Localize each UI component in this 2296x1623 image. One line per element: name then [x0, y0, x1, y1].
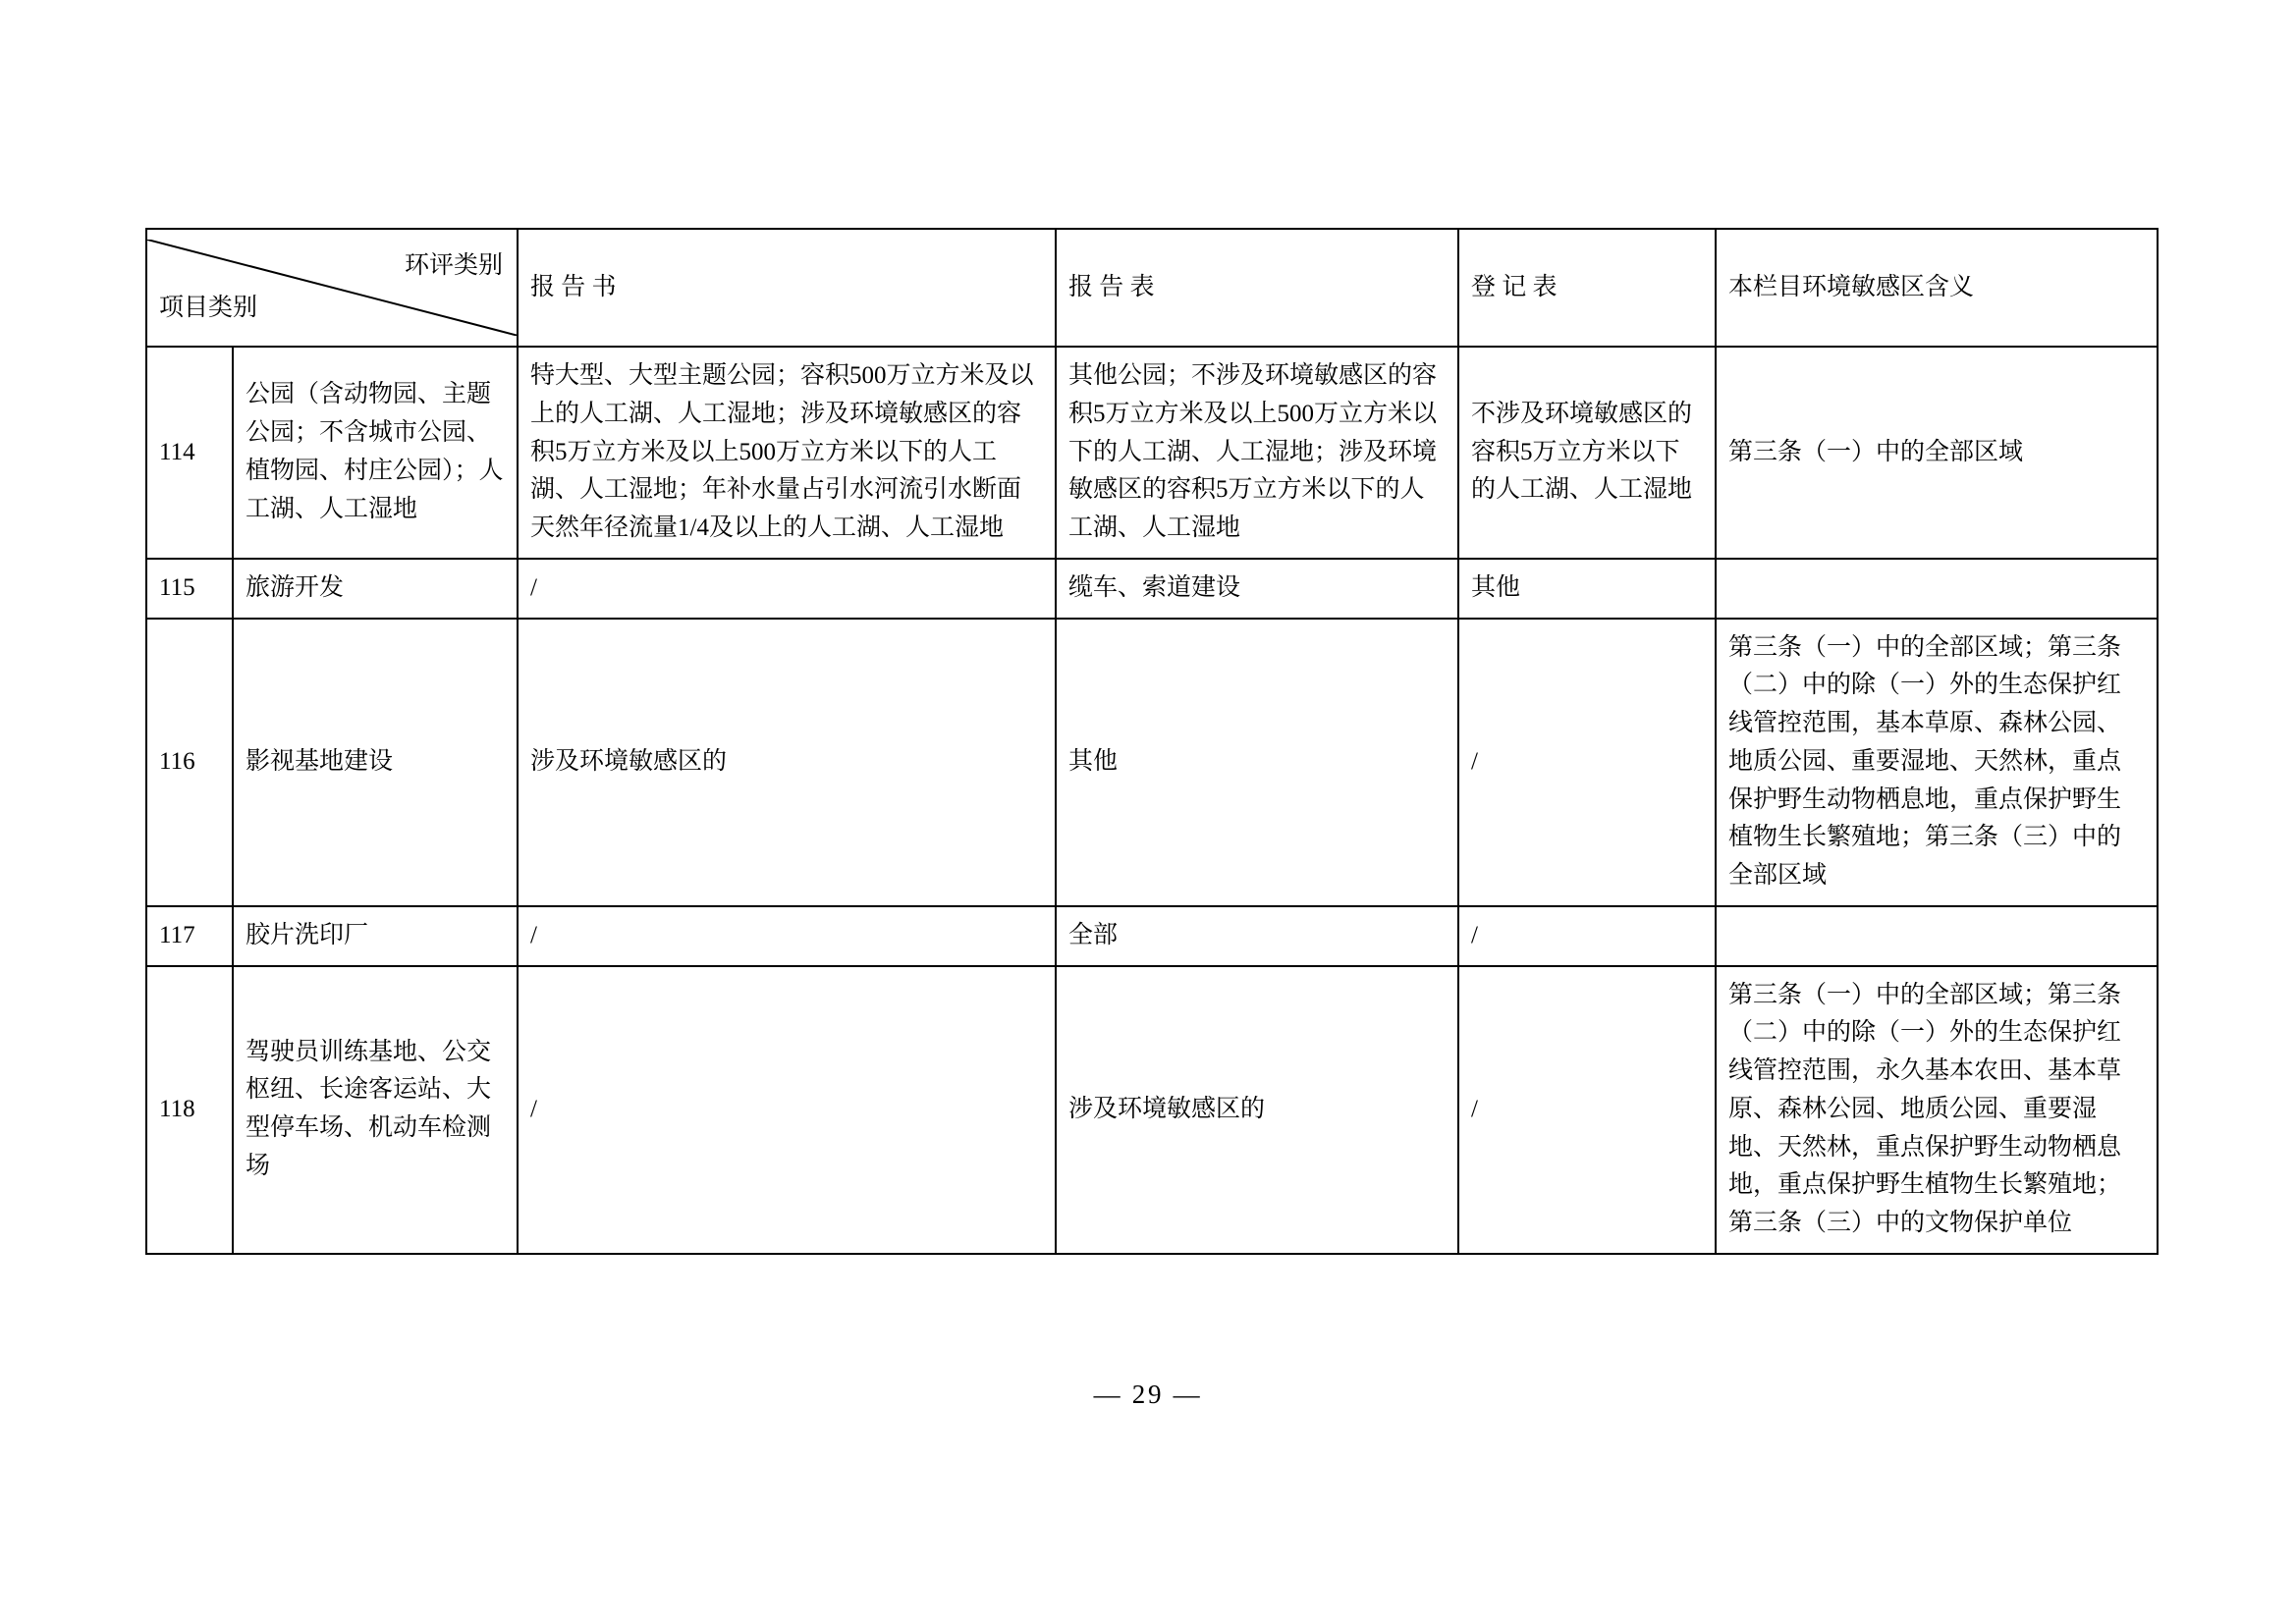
- table-row: [146, 619, 2158, 906]
- row-meaning: 第三条（一）中的全部区域；第三条（二）中的除（一）外的生态保护红线管控范围，永久基本农田、基本草原、森林公园、地质公园、重要湿地、天然林，重点保护野生动物栖息地，重点保护野生植物生长繁殖地；第三条（三）中的文物保护单位: [1716, 966, 2158, 1254]
- row-report-book: 涉及环境敏感区的: [518, 619, 1056, 906]
- row-registration: /: [1458, 619, 1716, 906]
- header-registration-form: 登 记 表: [1458, 229, 1716, 347]
- classification-table-container: [145, 228, 2157, 1255]
- row-report-form: 其他公园；不涉及环境敏感区的容积5万立方米及以上500万立方米以下的人工湖、人工湿地；涉及环境敏感区的容积5万立方米以下的人工湖、人工湿地: [1056, 347, 1458, 559]
- row-report-form: 涉及环境敏感区的: [1056, 966, 1458, 1254]
- table-row: [146, 966, 2158, 1254]
- row-category: 旅游开发: [233, 559, 518, 619]
- row-report-form: 其他: [1056, 619, 1458, 906]
- header-project-category-label: 项目类别: [159, 295, 258, 322]
- table-header-row: [146, 229, 2158, 347]
- row-category: 公园（含动物园、主题公园；不含城市公园、植物园、村庄公园）；人工湖、人工湿地: [233, 347, 518, 559]
- row-meaning: [1716, 906, 2158, 966]
- row-report-book: /: [518, 559, 1056, 619]
- row-meaning: [1716, 559, 2158, 619]
- row-number: 118: [146, 966, 233, 1254]
- row-report-form: 缆车、索道建设: [1056, 559, 1458, 619]
- row-report-book: 特大型、大型主题公园；容积500万立方米及以上的人工湖、人工湿地；涉及环境敏感区的容积5万立方米及以上500万立方米以下的人工湖、人工湿地；年补水量占引水河流引水断面天然年径流量1/4及以上的人工湖、人工湿地: [518, 347, 1056, 559]
- row-report-book: /: [518, 906, 1056, 966]
- header-corner-cell: [146, 229, 518, 347]
- header-report-book: 报 告 书: [518, 229, 1056, 347]
- header-eia-category-label: 环评类别: [404, 252, 503, 279]
- row-report-form: 全部: [1056, 906, 1458, 966]
- table-row: [146, 347, 2158, 559]
- row-category: 驾驶员训练基地、公交枢纽、长途客运站、大型停车场、机动车检测场: [233, 966, 518, 1254]
- row-report-book: /: [518, 966, 1056, 1254]
- table-row: [146, 906, 2158, 966]
- row-category: 胶片洗印厂: [233, 906, 518, 966]
- header-sensitive-area-meaning: 本栏目环境敏感区含义: [1716, 229, 2158, 347]
- row-number: 116: [146, 619, 233, 906]
- row-registration: /: [1458, 906, 1716, 966]
- row-number: 117: [146, 906, 233, 966]
- eia-classification-table: [145, 228, 2159, 1255]
- page-number: — 29 —: [1093, 1380, 1203, 1409]
- row-registration: 其他: [1458, 559, 1716, 619]
- row-meaning: 第三条（一）中的全部区域: [1716, 347, 2158, 559]
- row-registration: 不涉及环境敏感区的容积5万立方米以下的人工湖、人工湿地: [1458, 347, 1716, 559]
- row-number: 115: [146, 559, 233, 619]
- table-row: [146, 559, 2158, 619]
- row-registration: /: [1458, 966, 1716, 1254]
- row-category: 影视基地建设: [233, 619, 518, 906]
- row-number: 114: [146, 347, 233, 559]
- row-meaning: 第三条（一）中的全部区域；第三条（二）中的除（一）外的生态保护红线管控范围，基本草原、森林公园、地质公园、重要湿地、天然林，重点保护野生动物栖息地，重点保护野生植物生长繁殖地；第三条（三）中的全部区域: [1716, 619, 2158, 906]
- header-report-form: 报 告 表: [1056, 229, 1458, 347]
